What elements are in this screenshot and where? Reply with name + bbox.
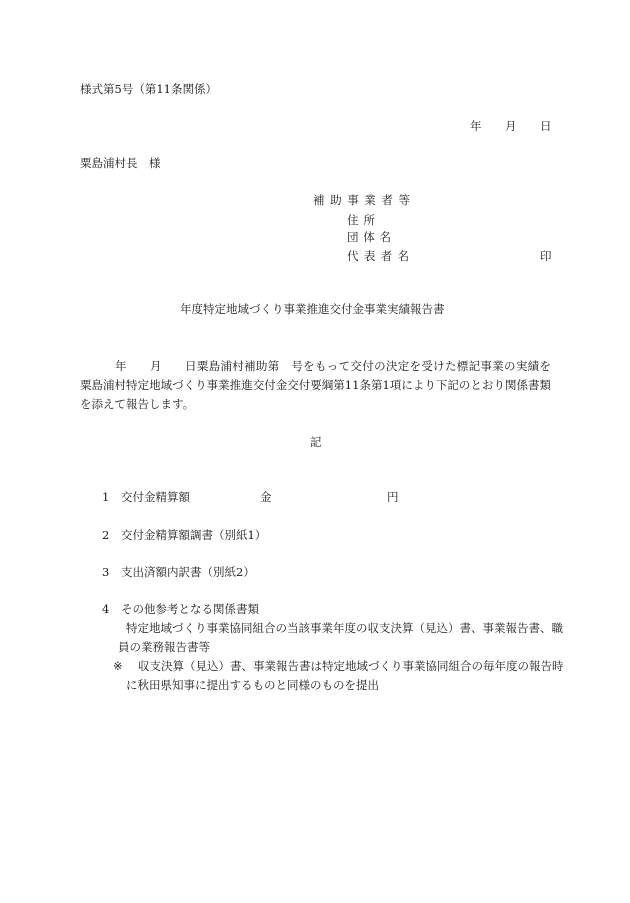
seal-mark: 印 bbox=[540, 249, 552, 263]
date-day: 日 bbox=[540, 119, 552, 133]
body-year: 年 bbox=[115, 359, 127, 373]
item-4-number: 4 bbox=[102, 602, 110, 616]
item-1-number: 1 bbox=[102, 490, 110, 504]
form-label: 様式第5号（第11条関係） bbox=[80, 82, 217, 96]
item-2-label: 交付金精算額調書（別紙1） bbox=[121, 528, 267, 542]
item-4-label: その他参考となる関係書類 bbox=[121, 602, 259, 616]
item-3-number: 3 bbox=[102, 565, 110, 579]
body-month: 月 bbox=[150, 359, 162, 373]
date-year: 年 bbox=[470, 119, 482, 133]
item-4-text-2: 員の業務報告書等 bbox=[118, 640, 210, 654]
note-line-2: に秋田県知事に提出するものと同様のものを提出 bbox=[126, 678, 379, 692]
applicant-heading: 補助事業者等 bbox=[313, 193, 410, 207]
rep-label: 代表者名 bbox=[347, 249, 409, 263]
note-mark: ※ bbox=[113, 659, 123, 673]
note-line-1: 収支決算（見込）書、事業報告書は特定地域づくり事業協同組合の毎年度の報告時 bbox=[138, 659, 564, 673]
date-month: 月 bbox=[505, 119, 517, 133]
item-4-text-1: 特定地域づくり事業協同組合の当該事業年度の収支決算（見込）書、事業報告書、職 bbox=[126, 621, 563, 635]
item-1-kin: 金 bbox=[260, 490, 272, 504]
body-line-1: 日粟島浦村補助第 号をもって交付の決定を受けた標記事業の実績を bbox=[185, 359, 551, 373]
org-label: 団体名 bbox=[347, 230, 391, 244]
item-3-label: 支出済額内訳書（別紙2） bbox=[121, 565, 255, 579]
address-label: 住所 bbox=[347, 213, 375, 227]
document-title: 年度特定地域づくり事業推進交付金事業実績報告書 bbox=[180, 302, 445, 316]
addressee: 粟島浦村長 様 bbox=[80, 156, 161, 170]
ki-heading: 記 bbox=[310, 435, 322, 449]
body-line-3: を添えて報告します。 bbox=[80, 397, 195, 411]
item-1-yen: 円 bbox=[387, 490, 399, 504]
item-2-number: 2 bbox=[102, 528, 110, 542]
body-line-2: 粟島浦村特定地域づくり事業推進交付金交付要綱第11条第1項により下記のとおり関係書類 bbox=[80, 378, 551, 392]
item-1-label: 交付金精算額 bbox=[121, 490, 190, 504]
